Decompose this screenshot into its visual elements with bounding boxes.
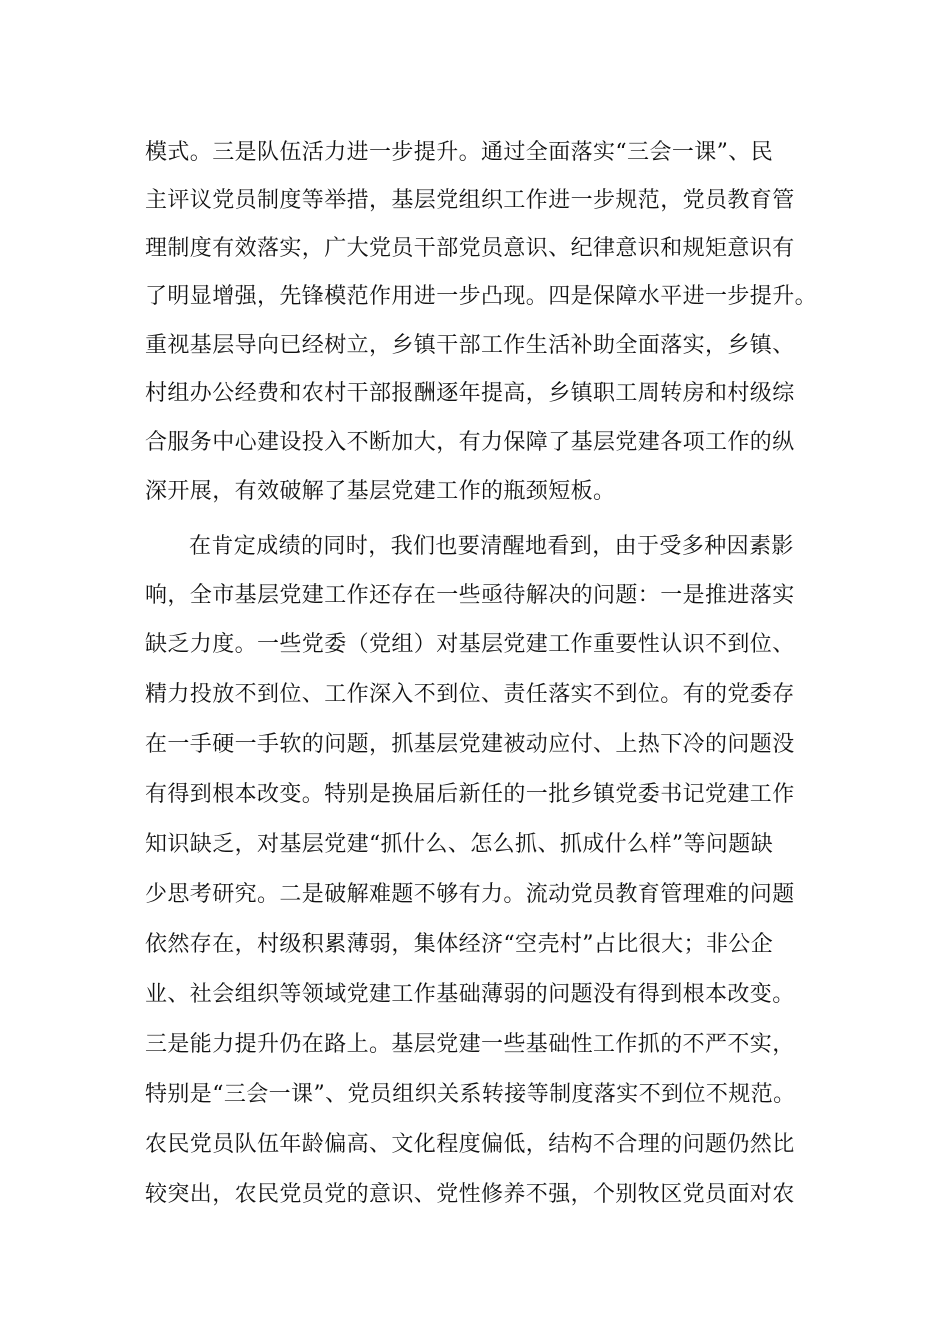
paragraph-2-line-2: 响，全市基层党建工作还存在一些亟待解决的问题：一是推进落实 [145,583,795,608]
paragraph-1-line-4: 了明显增强，先锋模范作用进一步凸现。四是保障水平进一步提升。 [145,284,818,309]
paragraph-2-line-11: 三是能力提升仍在路上。基层党建一些基础性工作抓的不严不实， [145,1032,795,1057]
paragraph-1-line-8: 深开展，有效破解了基层党建工作的瓶颈短板。 [145,479,616,504]
paragraph-2-line-6: 有得到根本改变。特别是换届后新任的一批乡镇党委书记党建工作 [145,782,795,807]
paragraph-2-line-4: 精力投放不到位、工作深入不到位、责任落实不到位。有的党委存 [145,682,795,707]
paragraph-2-line-7: 知识缺乏，对基层党建“抓什么、怎么抓、抓成什么样”等问题缺 [145,832,774,857]
paragraph-1-line-2: 主评议党员制度等举措，基层党组织工作进一步规范，党员教育管 [145,188,795,213]
paragraph-1-line-7: 合服务中心建设投入不断加大，有力保障了基层党建各项工作的纵 [145,430,795,455]
paragraph-2-line-14: 较突出，农民党员党的意识、党性修养不强，个别牧区党员面对农 [145,1182,795,1207]
paragraph-1-line-5: 重视基层导向已经树立，乡镇干部工作生活补助全面落实，乡镇、 [145,333,795,358]
paragraph-1-line-6: 村组办公经费和农村干部报酬逐年提高，乡镇职工周转房和村级综 [145,381,795,406]
paragraph-2-line-1: 在肯定成绩的同时，我们也要清醒地看到，由于受多种因素影 [189,534,794,559]
paragraph-2-line-12: 特别是“三会一课”、党员组织关系转接等制度落实不到位不规范。 [145,1082,796,1107]
paragraph-2-line-10: 业、社会组织等领域党建工作基础薄弱的问题没有得到根本改变。 [145,982,795,1007]
paragraph-2-line-8: 少思考研究。二是破解难题不够有力。流动党员教育管理难的问题 [145,882,795,907]
paragraph-2-line-13: 农民党员队伍年龄偏高、文化程度偏低，结构不合理的问题仍然比 [145,1132,795,1157]
paragraph-1-line-1: 模式。三是队伍活力进一步提升。通过全面落实“三会一课”、民 [145,140,774,165]
paragraph-2-line-5: 在一手硬一手软的问题，抓基层党建被动应付、上热下冷的问题没 [145,732,795,757]
paragraph-1-line-3: 理制度有效落实，广大党员干部党员意识、纪律意识和规矩意识有 [145,236,795,261]
paragraph-2-line-9: 依然存在，村级积累薄弱，集体经济“空壳村”占比很大；非公企 [145,932,774,957]
paragraph-2-line-3: 缺乏力度。一些党委（党组）对基层党建工作重要性认识不到位、 [145,632,795,657]
